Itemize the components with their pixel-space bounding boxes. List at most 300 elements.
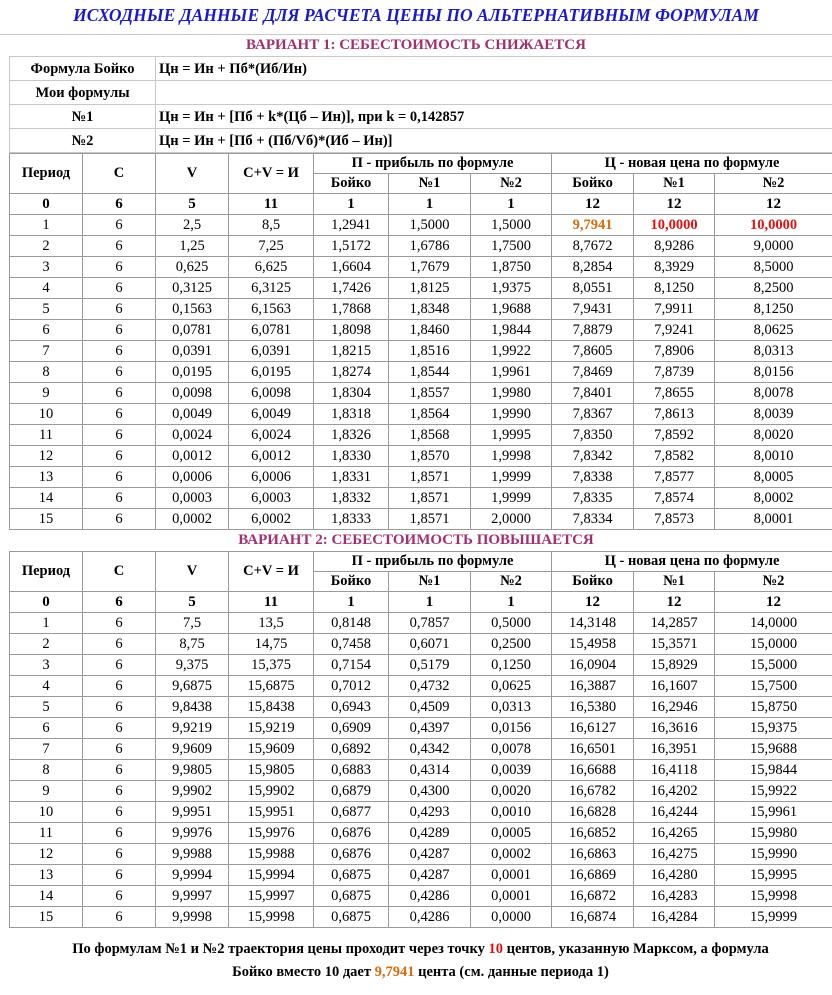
- table-cell[interactable]: 0,1250: [471, 655, 552, 676]
- table-cell[interactable]: 10: [10, 404, 83, 425]
- table-cell[interactable]: 0,6883: [314, 760, 389, 781]
- header-v[interactable]: V: [156, 154, 229, 194]
- table-cell[interactable]: 0,0313: [471, 697, 552, 718]
- table-cell[interactable]: 7,8592: [634, 425, 715, 446]
- table-cell[interactable]: 15,0000: [715, 634, 832, 655]
- header-profit[interactable]: П - прибыль по формуле: [314, 154, 552, 174]
- table-cell[interactable]: 0,0195: [156, 362, 229, 383]
- table-cell[interactable]: 5: [156, 194, 229, 215]
- table-cell[interactable]: 6: [83, 362, 156, 383]
- table-cell[interactable]: 15,9976: [229, 823, 314, 844]
- header-period[interactable]: Период: [10, 154, 83, 194]
- table-cell[interactable]: 1: [10, 215, 83, 236]
- table-cell[interactable]: 8: [10, 760, 83, 781]
- table-cell[interactable]: 9,9902: [156, 781, 229, 802]
- header-price-n2[interactable]: №2: [715, 572, 832, 592]
- table-cell[interactable]: 0,0000: [471, 907, 552, 928]
- table-cell[interactable]: 1,9375: [471, 278, 552, 299]
- table-cell[interactable]: 15,8438: [229, 697, 314, 718]
- table-cell[interactable]: 14,0000: [715, 613, 832, 634]
- table-cell[interactable]: 16,6872: [552, 886, 634, 907]
- table-cell[interactable]: 6: [83, 676, 156, 697]
- table-cell[interactable]: 8,1250: [634, 278, 715, 299]
- table-cell[interactable]: 6,625: [229, 257, 314, 278]
- table-cell[interactable]: 15,6875: [229, 676, 314, 697]
- table-cell[interactable]: 0,0098: [156, 383, 229, 404]
- table-cell[interactable]: 8,0020: [715, 425, 832, 446]
- table-cell[interactable]: 7,5: [156, 613, 229, 634]
- table-cell[interactable]: 5: [10, 697, 83, 718]
- table-cell[interactable]: 7,8906: [634, 341, 715, 362]
- table-cell[interactable]: 0,0049: [156, 404, 229, 425]
- table-cell[interactable]: 15,9999: [715, 907, 832, 928]
- table-cell[interactable]: 1,8571: [389, 509, 471, 530]
- table-cell[interactable]: 15,9922: [715, 781, 832, 802]
- table-cell[interactable]: 9,8438: [156, 697, 229, 718]
- table-cell[interactable]: 7,8739: [634, 362, 715, 383]
- header-price[interactable]: Ц - новая цена по формуле: [552, 552, 832, 572]
- table-cell[interactable]: 1: [389, 194, 471, 215]
- header-cv[interactable]: C+V = И: [229, 154, 314, 194]
- table-cell[interactable]: 9,9805: [156, 760, 229, 781]
- table-cell[interactable]: 1,7679: [389, 257, 471, 278]
- table-cell[interactable]: 15,9609: [229, 739, 314, 760]
- table-cell[interactable]: 15,9375: [715, 718, 832, 739]
- table-cell[interactable]: 6: [10, 718, 83, 739]
- table-cell[interactable]: 15,9219: [229, 718, 314, 739]
- table-cell[interactable]: 0,4289: [389, 823, 471, 844]
- table-cell[interactable]: 9,7941: [552, 215, 634, 236]
- table-cell[interactable]: 7,9241: [634, 320, 715, 341]
- table-cell[interactable]: 0,5179: [389, 655, 471, 676]
- table-cell[interactable]: 7,9911: [634, 299, 715, 320]
- table-cell[interactable]: 9,0000: [715, 236, 832, 257]
- table-cell[interactable]: 6: [83, 760, 156, 781]
- table-cell[interactable]: 0,0024: [156, 425, 229, 446]
- table-cell[interactable]: 8,0078: [715, 383, 832, 404]
- table-cell[interactable]: 16,4265: [634, 823, 715, 844]
- table-cell[interactable]: 1,9922: [471, 341, 552, 362]
- table-cell[interactable]: 8,0002: [715, 488, 832, 509]
- table-cell[interactable]: 2,0000: [471, 509, 552, 530]
- table-cell[interactable]: 1,9999: [471, 467, 552, 488]
- header-price-n1[interactable]: №1: [634, 174, 715, 194]
- table-cell[interactable]: 1,5000: [471, 215, 552, 236]
- table-cell[interactable]: 9,9998: [156, 907, 229, 928]
- table-cell[interactable]: 16,6782: [552, 781, 634, 802]
- table-cell[interactable]: 12: [10, 446, 83, 467]
- table-cell[interactable]: 6: [83, 655, 156, 676]
- table-cell[interactable]: 0,0078: [471, 739, 552, 760]
- table-cell[interactable]: 3: [10, 655, 83, 676]
- header-cv[interactable]: C+V = И: [229, 552, 314, 592]
- table-cell[interactable]: 0,4300: [389, 781, 471, 802]
- header-profit-n1[interactable]: №1: [389, 174, 471, 194]
- table-cell[interactable]: 0,4314: [389, 760, 471, 781]
- table-cell[interactable]: 9: [10, 781, 83, 802]
- table-cell[interactable]: 15,9994: [229, 865, 314, 886]
- table-cell[interactable]: 10,0000: [715, 215, 832, 236]
- table-cell[interactable]: 8,0005: [715, 467, 832, 488]
- table-cell[interactable]: 0,4342: [389, 739, 471, 760]
- table-cell[interactable]: 16,6688: [552, 760, 634, 781]
- table-cell[interactable]: 1,8333: [314, 509, 389, 530]
- table-cell[interactable]: 6,0781: [229, 320, 314, 341]
- table-cell[interactable]: 0,6877: [314, 802, 389, 823]
- header-price-n1[interactable]: №1: [634, 572, 715, 592]
- table-cell[interactable]: 0,0156: [471, 718, 552, 739]
- table-cell[interactable]: 6: [83, 215, 156, 236]
- table-cell[interactable]: 8,5000: [715, 257, 832, 278]
- table-cell[interactable]: 9,375: [156, 655, 229, 676]
- table-cell[interactable]: 14: [10, 886, 83, 907]
- table-cell[interactable]: 6: [83, 844, 156, 865]
- table-cell[interactable]: 0,6909: [314, 718, 389, 739]
- table-cell[interactable]: 8,0551: [552, 278, 634, 299]
- table-cell[interactable]: 1,6604: [314, 257, 389, 278]
- table-cell[interactable]: 0,1563: [156, 299, 229, 320]
- table-cell[interactable]: 16,0904: [552, 655, 634, 676]
- table-cell[interactable]: 1,9980: [471, 383, 552, 404]
- table-cell[interactable]: 1,7500: [471, 236, 552, 257]
- table-cell[interactable]: 1,9998: [471, 446, 552, 467]
- table-cell[interactable]: 1,9961: [471, 362, 552, 383]
- table-cell[interactable]: 1,8125: [389, 278, 471, 299]
- table-cell[interactable]: 6: [83, 194, 156, 215]
- table-cell[interactable]: 6: [83, 257, 156, 278]
- table-cell[interactable]: 16,4280: [634, 865, 715, 886]
- table-cell[interactable]: 6,0024: [229, 425, 314, 446]
- table-cell[interactable]: 1,2941: [314, 215, 389, 236]
- table-cell[interactable]: 0,4286: [389, 886, 471, 907]
- table-cell[interactable]: 4: [10, 278, 83, 299]
- header-period[interactable]: Период: [10, 552, 83, 592]
- table-cell[interactable]: 2: [10, 236, 83, 257]
- table-cell[interactable]: 8,0313: [715, 341, 832, 362]
- table-cell[interactable]: 16,6863: [552, 844, 634, 865]
- table-cell[interactable]: 6: [83, 886, 156, 907]
- table-cell[interactable]: 15,9961: [715, 802, 832, 823]
- table-cell[interactable]: 6: [83, 278, 156, 299]
- table-cell[interactable]: 0,0010: [471, 802, 552, 823]
- table-cell[interactable]: 6: [83, 467, 156, 488]
- table-cell[interactable]: 6: [83, 697, 156, 718]
- table-cell[interactable]: 1,8571: [389, 488, 471, 509]
- header-price[interactable]: Ц - новая цена по формуле: [552, 154, 832, 174]
- table-cell[interactable]: 13: [10, 865, 83, 886]
- table-cell[interactable]: 7,8334: [552, 509, 634, 530]
- table-cell[interactable]: 6: [83, 320, 156, 341]
- table-cell[interactable]: 15,375: [229, 655, 314, 676]
- table-cell[interactable]: 9: [10, 383, 83, 404]
- table-cell[interactable]: 1,8332: [314, 488, 389, 509]
- table-cell[interactable]: 7,8342: [552, 446, 634, 467]
- table-cell[interactable]: 1,8098: [314, 320, 389, 341]
- table-cell[interactable]: 6,0012: [229, 446, 314, 467]
- table-cell[interactable]: 6: [83, 907, 156, 928]
- table-cell[interactable]: 7: [10, 739, 83, 760]
- table-cell[interactable]: 6: [83, 446, 156, 467]
- table-cell[interactable]: 5: [156, 592, 229, 613]
- header-c[interactable]: C: [83, 154, 156, 194]
- table-cell[interactable]: 16,2946: [634, 697, 715, 718]
- table-cell[interactable]: 8: [10, 362, 83, 383]
- table-cell[interactable]: 1,8571: [389, 467, 471, 488]
- table-cell[interactable]: 6: [83, 823, 156, 844]
- table-cell[interactable]: 6: [10, 320, 83, 341]
- table-cell[interactable]: 8,5: [229, 215, 314, 236]
- table-cell[interactable]: 0,4293: [389, 802, 471, 823]
- table-cell[interactable]: 1,8564: [389, 404, 471, 425]
- table-cell[interactable]: 8,7672: [552, 236, 634, 257]
- table-cell[interactable]: 7,8655: [634, 383, 715, 404]
- table-cell[interactable]: 1,8274: [314, 362, 389, 383]
- table-cell[interactable]: 9,9997: [156, 886, 229, 907]
- table-cell[interactable]: 0,0003: [156, 488, 229, 509]
- table-cell[interactable]: 0,6892: [314, 739, 389, 760]
- table-cell[interactable]: 1: [314, 194, 389, 215]
- table-cell[interactable]: 4: [10, 676, 83, 697]
- table-cell[interactable]: 15,9998: [715, 886, 832, 907]
- table-cell[interactable]: 15,9998: [229, 907, 314, 928]
- table-cell[interactable]: 1,5000: [389, 215, 471, 236]
- table-cell[interactable]: 0,0002: [156, 509, 229, 530]
- f1-formula[interactable]: Цн = Ин + [Пб + k*(Цб – Ин)], при k = 0,142857: [156, 105, 832, 129]
- table-cell[interactable]: 1: [314, 592, 389, 613]
- table-cell[interactable]: 1,8516: [389, 341, 471, 362]
- table-cell[interactable]: 1,8348: [389, 299, 471, 320]
- table-cell[interactable]: 0,7154: [314, 655, 389, 676]
- table-cell[interactable]: 16,6127: [552, 718, 634, 739]
- table-cell[interactable]: 16,5380: [552, 697, 634, 718]
- table-cell[interactable]: 1,8330: [314, 446, 389, 467]
- f1-label[interactable]: №1: [10, 105, 156, 129]
- table-cell[interactable]: 15,9902: [229, 781, 314, 802]
- table-cell[interactable]: 8,2500: [715, 278, 832, 299]
- table-cell[interactable]: 16,6874: [552, 907, 634, 928]
- table-cell[interactable]: 14,75: [229, 634, 314, 655]
- table-cell[interactable]: 15: [10, 509, 83, 530]
- table-cell[interactable]: 7,8879: [552, 320, 634, 341]
- table-cell[interactable]: 15,8929: [634, 655, 715, 676]
- table-cell[interactable]: 15,9980: [715, 823, 832, 844]
- table-cell[interactable]: 16,6869: [552, 865, 634, 886]
- header-profit-boyko[interactable]: Бойко: [314, 174, 389, 194]
- table-cell[interactable]: 7,8574: [634, 488, 715, 509]
- table-cell[interactable]: 15,7500: [715, 676, 832, 697]
- table-cell[interactable]: 6,0003: [229, 488, 314, 509]
- table-cell[interactable]: 0,0001: [471, 886, 552, 907]
- table-cell[interactable]: 15,4958: [552, 634, 634, 655]
- table-cell[interactable]: 16,1607: [634, 676, 715, 697]
- table-cell[interactable]: 6,0002: [229, 509, 314, 530]
- table-cell[interactable]: 6,0391: [229, 341, 314, 362]
- table-cell[interactable]: 13: [10, 467, 83, 488]
- table-cell[interactable]: 6: [83, 613, 156, 634]
- table-cell[interactable]: 0,0001: [471, 865, 552, 886]
- table-cell[interactable]: 0,0006: [156, 467, 229, 488]
- table-cell[interactable]: 1,25: [156, 236, 229, 257]
- table-cell[interactable]: 1,7868: [314, 299, 389, 320]
- table-cell[interactable]: 16,4118: [634, 760, 715, 781]
- table-cell[interactable]: 12: [552, 194, 634, 215]
- table-cell[interactable]: 7,8577: [634, 467, 715, 488]
- table-cell[interactable]: 6: [83, 802, 156, 823]
- table-cell[interactable]: 16,4283: [634, 886, 715, 907]
- table-cell[interactable]: 6: [83, 236, 156, 257]
- table-cell[interactable]: 0,2500: [471, 634, 552, 655]
- table-cell[interactable]: 15,9995: [715, 865, 832, 886]
- table-cell[interactable]: 8,2854: [552, 257, 634, 278]
- mine-empty-cell[interactable]: [156, 81, 832, 105]
- table-cell[interactable]: 7,8338: [552, 467, 634, 488]
- table-cell[interactable]: 0,7458: [314, 634, 389, 655]
- table-cell[interactable]: 9,9988: [156, 844, 229, 865]
- table-cell[interactable]: 0,0020: [471, 781, 552, 802]
- table-cell[interactable]: 1: [471, 592, 552, 613]
- table-cell[interactable]: 9,9609: [156, 739, 229, 760]
- boyko-label[interactable]: Формула Бойко: [10, 57, 156, 81]
- table-cell[interactable]: 8,0156: [715, 362, 832, 383]
- table-cell[interactable]: 6,0049: [229, 404, 314, 425]
- table-cell[interactable]: 0,6876: [314, 823, 389, 844]
- table-cell[interactable]: 0,0005: [471, 823, 552, 844]
- table-cell[interactable]: 0,8148: [314, 613, 389, 634]
- table-cell[interactable]: 6,0195: [229, 362, 314, 383]
- table-cell[interactable]: 8,1250: [715, 299, 832, 320]
- table-cell[interactable]: 9,9951: [156, 802, 229, 823]
- table-cell[interactable]: 2: [10, 634, 83, 655]
- header-price-boyko[interactable]: Бойко: [552, 174, 634, 194]
- table-cell[interactable]: 0: [10, 592, 83, 613]
- table-cell[interactable]: 8,3929: [634, 257, 715, 278]
- table-cell[interactable]: 1,9844: [471, 320, 552, 341]
- table-cell[interactable]: 10,0000: [634, 215, 715, 236]
- table-cell[interactable]: 15,9951: [229, 802, 314, 823]
- table-cell[interactable]: 0,5000: [471, 613, 552, 634]
- table-cell[interactable]: 7,9431: [552, 299, 634, 320]
- table-cell[interactable]: 1,9999: [471, 488, 552, 509]
- table-cell[interactable]: 15,9844: [715, 760, 832, 781]
- table-cell[interactable]: 15,9805: [229, 760, 314, 781]
- f2-label[interactable]: №2: [10, 129, 156, 153]
- table-cell[interactable]: 7,8335: [552, 488, 634, 509]
- header-profit-n1[interactable]: №1: [389, 572, 471, 592]
- table-cell[interactable]: 5: [10, 299, 83, 320]
- table-cell[interactable]: 11: [229, 592, 314, 613]
- table-cell[interactable]: 7,8401: [552, 383, 634, 404]
- table-cell[interactable]: 1: [10, 613, 83, 634]
- table-cell[interactable]: 0,0039: [471, 760, 552, 781]
- table-cell[interactable]: 1,9990: [471, 404, 552, 425]
- table-cell[interactable]: 0,6879: [314, 781, 389, 802]
- table-cell[interactable]: 7,8350: [552, 425, 634, 446]
- table-cell[interactable]: 0,0625: [471, 676, 552, 697]
- table-cell[interactable]: 6: [83, 341, 156, 362]
- table-cell[interactable]: 8,9286: [634, 236, 715, 257]
- table-cell[interactable]: 13,5: [229, 613, 314, 634]
- table-cell[interactable]: 16,4275: [634, 844, 715, 865]
- table-cell[interactable]: 1,8304: [314, 383, 389, 404]
- table-cell[interactable]: 6: [83, 488, 156, 509]
- table-cell[interactable]: 1,9688: [471, 299, 552, 320]
- table-cell[interactable]: 3: [10, 257, 83, 278]
- header-price-boyko[interactable]: Бойко: [552, 572, 634, 592]
- header-profit-n2[interactable]: №2: [471, 174, 552, 194]
- table-cell[interactable]: 15,9988: [229, 844, 314, 865]
- table-cell[interactable]: 6,1563: [229, 299, 314, 320]
- table-cell[interactable]: 6: [83, 404, 156, 425]
- table-cell[interactable]: 0,4287: [389, 865, 471, 886]
- table-cell[interactable]: 7,8367: [552, 404, 634, 425]
- table-cell[interactable]: 9,9976: [156, 823, 229, 844]
- table-cell[interactable]: 6: [83, 865, 156, 886]
- table-cell[interactable]: 14: [10, 488, 83, 509]
- table-cell[interactable]: 15,3571: [634, 634, 715, 655]
- table-cell[interactable]: 6: [83, 739, 156, 760]
- table-cell[interactable]: 1,8557: [389, 383, 471, 404]
- table-cell[interactable]: 9,9219: [156, 718, 229, 739]
- table-cell[interactable]: 14,2857: [634, 613, 715, 634]
- table-cell[interactable]: 6: [83, 425, 156, 446]
- table-cell[interactable]: 0,6876: [314, 844, 389, 865]
- table-cell[interactable]: 15,8750: [715, 697, 832, 718]
- header-profit-boyko[interactable]: Бойко: [314, 572, 389, 592]
- table-cell[interactable]: 16,3887: [552, 676, 634, 697]
- table-cell[interactable]: 8,0001: [715, 509, 832, 530]
- table-cell[interactable]: 6: [83, 634, 156, 655]
- table-cell[interactable]: 6: [83, 383, 156, 404]
- table-cell[interactable]: 1,8460: [389, 320, 471, 341]
- table-cell[interactable]: 1: [389, 592, 471, 613]
- table-cell[interactable]: 16,3951: [634, 739, 715, 760]
- table-cell[interactable]: 6,0098: [229, 383, 314, 404]
- mine-label[interactable]: Мои формулы: [10, 81, 156, 105]
- table-cell[interactable]: 8,0625: [715, 320, 832, 341]
- table-cell[interactable]: 1,8750: [471, 257, 552, 278]
- table-cell[interactable]: 0,6071: [389, 634, 471, 655]
- table-cell[interactable]: 1,9995: [471, 425, 552, 446]
- table-cell[interactable]: 0,3125: [156, 278, 229, 299]
- table-cell[interactable]: 6,3125: [229, 278, 314, 299]
- table-cell[interactable]: 9,9994: [156, 865, 229, 886]
- table-cell[interactable]: 0,4287: [389, 844, 471, 865]
- header-profit[interactable]: П - прибыль по формуле: [314, 552, 552, 572]
- table-cell[interactable]: 16,4244: [634, 802, 715, 823]
- table-cell[interactable]: 16,3616: [634, 718, 715, 739]
- table-cell[interactable]: 6: [83, 781, 156, 802]
- table-cell[interactable]: 0,7012: [314, 676, 389, 697]
- header-profit-n2[interactable]: №2: [471, 572, 552, 592]
- table-cell[interactable]: 1,8326: [314, 425, 389, 446]
- table-cell[interactable]: 6: [83, 299, 156, 320]
- table-cell[interactable]: 12: [715, 592, 832, 613]
- header-c[interactable]: C: [83, 552, 156, 592]
- table-cell[interactable]: 0,4397: [389, 718, 471, 739]
- table-cell[interactable]: 0,625: [156, 257, 229, 278]
- table-cell[interactable]: 0,0012: [156, 446, 229, 467]
- table-cell[interactable]: 1,5172: [314, 236, 389, 257]
- table-cell[interactable]: 14,3148: [552, 613, 634, 634]
- table-cell[interactable]: 6: [83, 718, 156, 739]
- table-cell[interactable]: 16,6828: [552, 802, 634, 823]
- table-cell[interactable]: 12: [552, 592, 634, 613]
- table-cell[interactable]: 2,5: [156, 215, 229, 236]
- table-cell[interactable]: 12: [10, 844, 83, 865]
- table-cell[interactable]: 15,9688: [715, 739, 832, 760]
- table-cell[interactable]: 0,6875: [314, 865, 389, 886]
- table-cell[interactable]: 7,8469: [552, 362, 634, 383]
